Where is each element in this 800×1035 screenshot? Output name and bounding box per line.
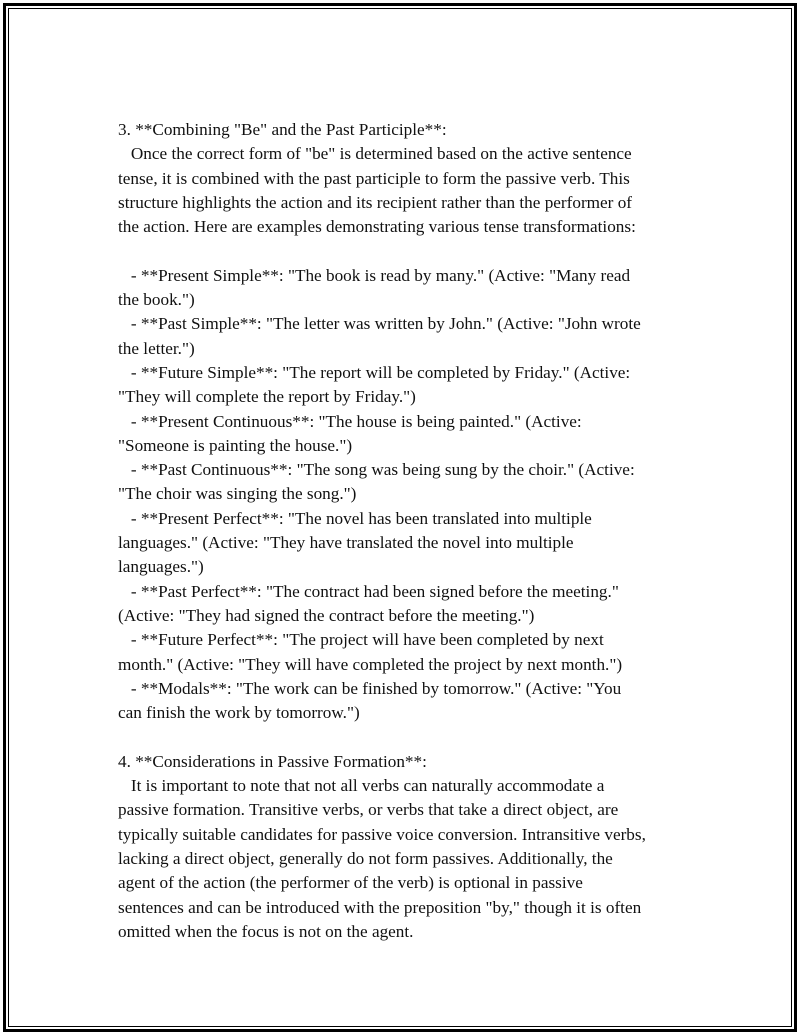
text-line: lacking a direct object, generally do not form passives. Additionally, the (118, 848, 613, 868)
text-line: tense, it is combined with the past participle to form the passive verb. This (118, 168, 630, 188)
text-line: typically suitable candidates for passive voice conversion. Intransitive verbs, (118, 824, 646, 844)
text-line: - **Past Continuous**: "The song was being sung by the choir." (Active: (118, 460, 635, 480)
text-line: - **Past Perfect**: "The contract had been signed before the meeting." (118, 581, 619, 601)
blank-line (118, 725, 688, 749)
text-line: - **Future Perfect**: "The project will have been completed by next (118, 630, 604, 650)
text-line: omitted when the focus is not on the agent. (118, 921, 414, 941)
text-line: the action. Here are examples demonstrating various tense transformations: (118, 217, 636, 237)
text-line: languages.") (118, 557, 204, 577)
text-line: 3. **Combining "Be" and the Past Participle**: (118, 120, 447, 139)
text-line: month." (Active: "They will have completed the project by next month.") (118, 654, 623, 674)
text-line: - **Present Simple**: "The book is read by many." (Active: "Many read (118, 265, 631, 285)
document-body (118, 118, 688, 944)
text-line: "Someone is painting the house.") (118, 435, 353, 455)
text-line: "They will complete the report by Friday.") (118, 387, 416, 407)
text-line: 4. **Considerations in Passive Formation**: (118, 751, 427, 771)
text-line: structure highlights the action and its recipient rather than the performer of (118, 192, 633, 212)
text-line: the letter.") (118, 338, 195, 358)
text-line: Once the correct form of "be" is determined based on the active sentence (118, 144, 632, 164)
text-line: can finish the work by tomorrow.") (118, 703, 360, 723)
text-line: (Active: "They had signed the contract before the meeting.") (118, 605, 535, 625)
text-line: - **Past Simple**: "The letter was written by John." (Active: "John wrote (118, 314, 641, 334)
text-line: agent of the action (the performer of the verb) is optional in passive (118, 873, 583, 893)
text-line: - **Present Perfect**: "The novel has been translated into multiple (118, 508, 592, 528)
text-line: the book.") (118, 290, 195, 310)
blank-line (118, 239, 688, 263)
text-line: languages." (Active: "They have translated the novel into multiple (118, 533, 574, 553)
text-line: - **Future Simple**: "The report will be completed by Friday." (Active: (118, 362, 631, 382)
text-line: "The choir was singing the song.") (118, 484, 357, 504)
text-line: - **Present Continuous**: "The house is being painted." (Active: (118, 411, 582, 431)
text-line: - **Modals**: "The work can be finished by tomorrow." (Active: "You (118, 678, 622, 698)
text-line: sentences and can be introduced with the preposition "by," though it is often (118, 897, 642, 917)
text-line: It is important to note that not all verbs can naturally accommodate a (118, 776, 605, 796)
text-line: passive formation. Transitive verbs, or verbs that take a direct object, are (118, 800, 619, 820)
